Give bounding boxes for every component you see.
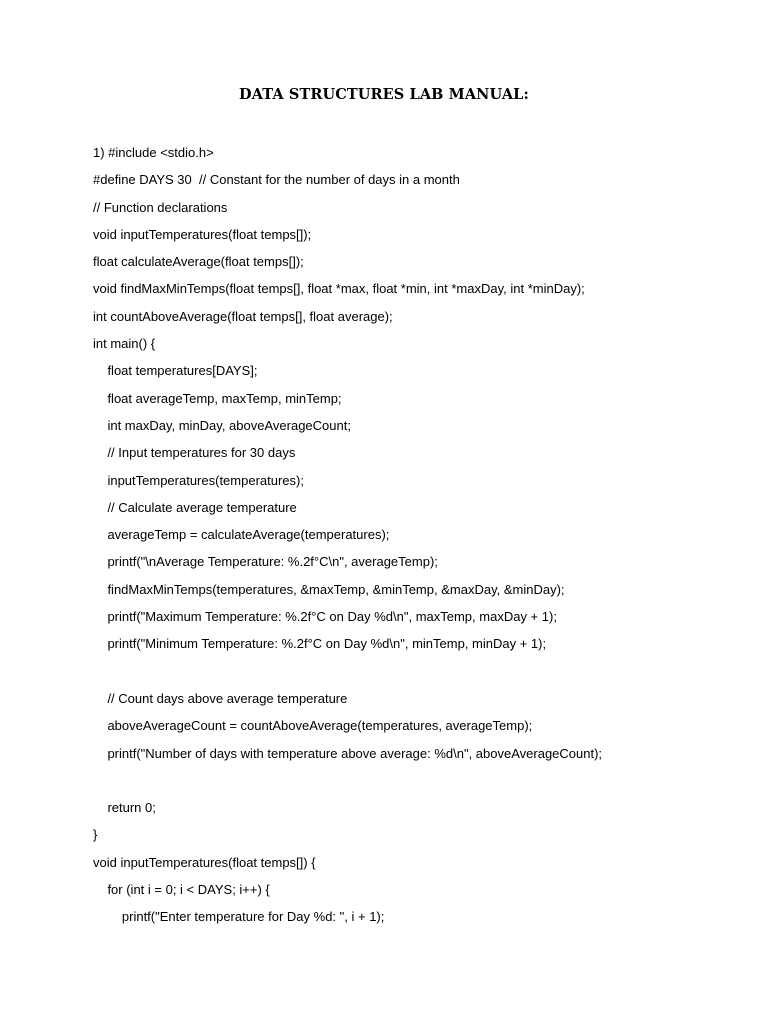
document-title: DATA STRUCTURES LAB MANUAL: (239, 86, 529, 103)
code-line: void findMaxMinTemps(float temps[], float *max, float *min, int *maxDay, int *minDay); (93, 281, 585, 297)
code-line: float temperatures[DAYS]; (93, 363, 258, 379)
code-line: int countAboveAverage(float temps[], float average); (93, 308, 393, 324)
code-line: float averageTemp, maxTemp, minTemp; (93, 390, 342, 406)
code-line: 1) #include <stdio.h> (93, 145, 214, 160)
code-line: inputTemperatures(temperatures); (93, 472, 304, 488)
code-line: averageTemp = calculateAverage(temperatures); (93, 527, 390, 543)
code-line: int maxDay, minDay, aboveAverageCount; (93, 417, 351, 433)
blank-line (93, 767, 753, 794)
code-line: // Count days above average temperature (93, 690, 348, 706)
code-line: // Input temperatures for 30 days (93, 445, 296, 461)
code-line: // Function declarations (93, 199, 228, 215)
code-line: void inputTemperatures(float temps[]) { (93, 854, 316, 870)
code-line: // Calculate average temperature (93, 499, 297, 515)
code-line: return 0; (93, 800, 156, 816)
code-line: } (93, 827, 98, 843)
code-line: printf("Maximum Temperature: %.2f°C on Day %d\n", maxTemp, maxDay + 1); (93, 609, 557, 625)
code-line: printf("Number of days with temperature above average: %d\n", aboveAverageCount); (93, 745, 603, 761)
code-line: #define DAYS 30 // Constant for the number of days in a month (93, 172, 460, 188)
code-line: printf("Enter temperature for Day %d: ", i + 1); (93, 909, 385, 925)
code-line: void inputTemperatures(float temps[]); (93, 226, 312, 242)
code-line: int main() { (93, 336, 156, 352)
code-line: for (int i = 0; i < DAYS; i++) { (93, 882, 270, 898)
code-line: findMaxMinTemps(temperatures, &maxTemp, &minTemp, &maxDay, &minDay); (93, 581, 565, 597)
code-line: printf("\nAverage Temperature: %.2f°C\n", averageTemp); (93, 554, 438, 570)
blank-line (93, 658, 753, 685)
code-line: printf("Minimum Temperature: %.2f°C on Day %d\n", minTemp, minDay + 1); (93, 636, 547, 652)
code-line: aboveAverageCount = countAboveAverage(temperatures, averageTemp); (93, 718, 533, 734)
code-line: float calculateAverage(float temps[]); (93, 254, 304, 270)
code-block (93, 139, 753, 931)
